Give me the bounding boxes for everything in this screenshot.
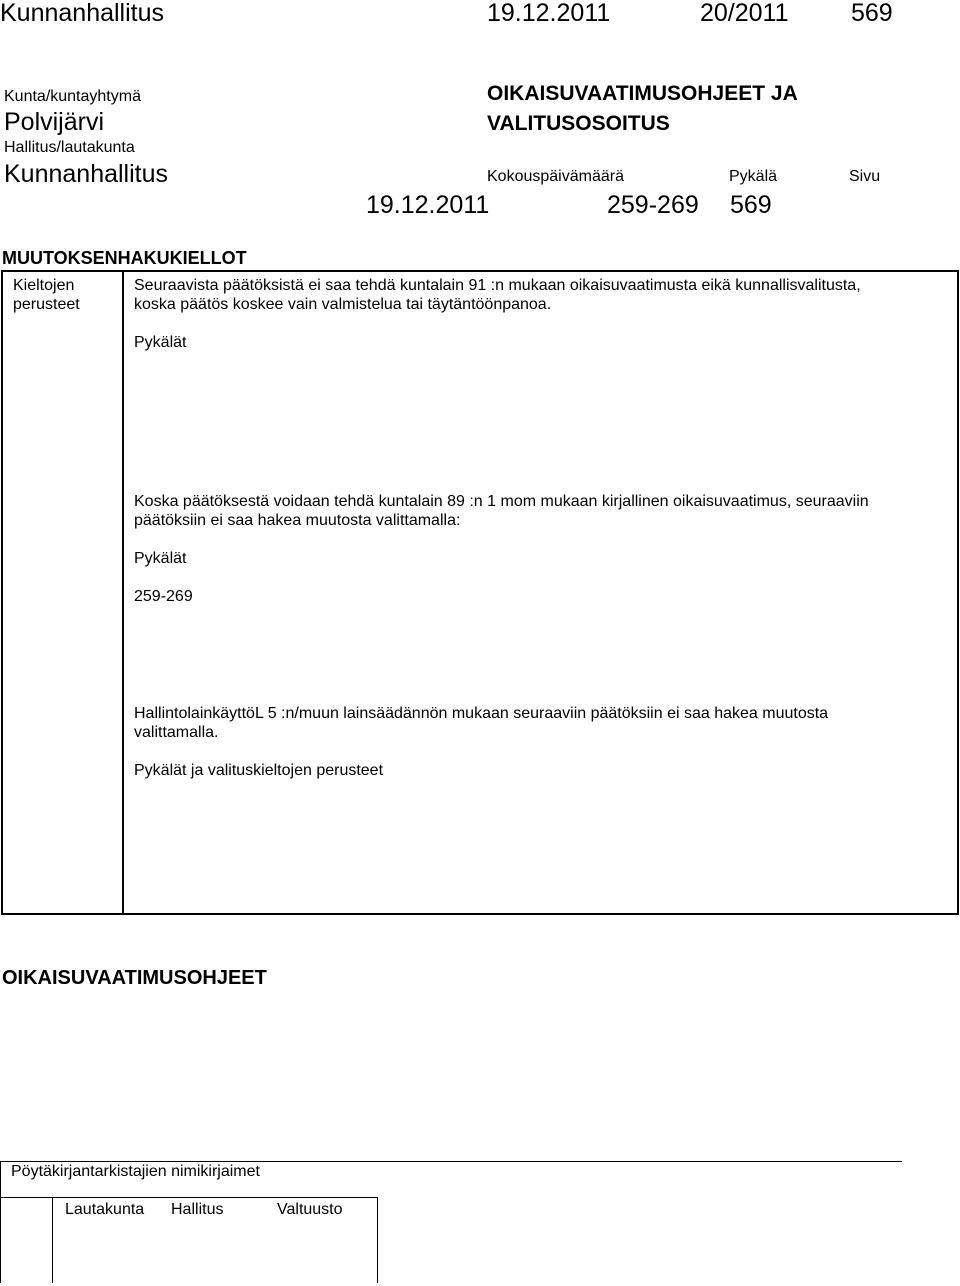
bans-para1-line2: koska päätös koskee vain valmistelua tai täytäntöönpanoa.: [134, 296, 552, 313]
signature-table-col-divider: [52, 1197, 53, 1283]
bans-basis-label-line2: perusteet: [13, 296, 80, 313]
bans-para2-line2: päätöksiin ei saa hakea muutosta valittamalla:: [134, 512, 461, 529]
signature-col-board: Lautakunta: [65, 1201, 145, 1218]
municipality-label: Kunta/kuntayhtymä: [4, 88, 141, 105]
signature-table-right-border: [377, 1197, 378, 1283]
bans-para1-line1: Seuraavista päätöksistä ei saa tehdä kuntalain 91 :n mukaan oikaisuvaatimusta eikä kunnallisvalitusta,: [134, 277, 861, 294]
signature-table-header-border: [0, 1197, 378, 1198]
instructions-heading: OIKAISUVAATIMUSOHJEET: [2, 967, 267, 989]
bans-sections-value-2: 259-269: [134, 588, 193, 605]
signature-table-left-border: [0, 1161, 1, 1283]
body-label: Hallitus/lautakunta: [4, 139, 135, 156]
bans-sections-label-2: Pykälät: [134, 550, 187, 567]
meeting-date-label: Kokouspäivämäärä: [487, 168, 624, 185]
signature-col-government: Hallitus: [171, 1201, 224, 1218]
bans-para3-line1: HallintolainkäyttöL 5 :n/muun lainsäädännön mukaan seuraaviin päätöksiin ei saa hakea muutosta: [134, 705, 829, 722]
body-name: Kunnanhallitus: [4, 160, 169, 188]
page-value: 569: [730, 191, 772, 219]
header-page-number: 569: [851, 0, 893, 27]
bans-basis-label-line1: Kieltojen: [13, 277, 75, 294]
bans-para3-line2: valittamalla.: [134, 724, 219, 741]
bans-sections-label-3: Pykälät ja valituskieltojen perusteet: [134, 762, 384, 779]
meeting-date-value: 19.12.2011: [366, 191, 490, 219]
appeal-bans-heading: MUUTOKSENHAKUKIELLOT: [2, 248, 247, 268]
header-doc-number: 20/2011: [700, 0, 789, 27]
doc-title-line2: VALITUSOSOITUS: [487, 112, 670, 135]
appeal-bans-divider: [122, 271, 124, 914]
page-label: Sivu: [849, 168, 881, 185]
section-label: Pykälä: [729, 168, 778, 185]
signature-table-header: Pöytäkirjantarkistajien nimikirjaimet: [11, 1163, 260, 1180]
bans-para2-line1: Koska päätöksestä voidaan tehdä kuntalain 89 :n 1 mom mukaan kirjallinen oikaisuvaatimus, seuraaviin: [134, 493, 869, 510]
header-date: 19.12.2011: [487, 0, 611, 27]
doc-title-line1: OIKAISUVAATIMUSOHJEET JA: [487, 82, 798, 105]
municipality-name: Polvijärvi: [4, 108, 105, 136]
signature-col-council: Valtuusto: [277, 1201, 343, 1218]
section-value: 259-269: [607, 191, 699, 219]
bans-sections-label-1: Pykälät: [134, 334, 187, 351]
header-board: Kunnanhallitus: [0, 0, 165, 27]
